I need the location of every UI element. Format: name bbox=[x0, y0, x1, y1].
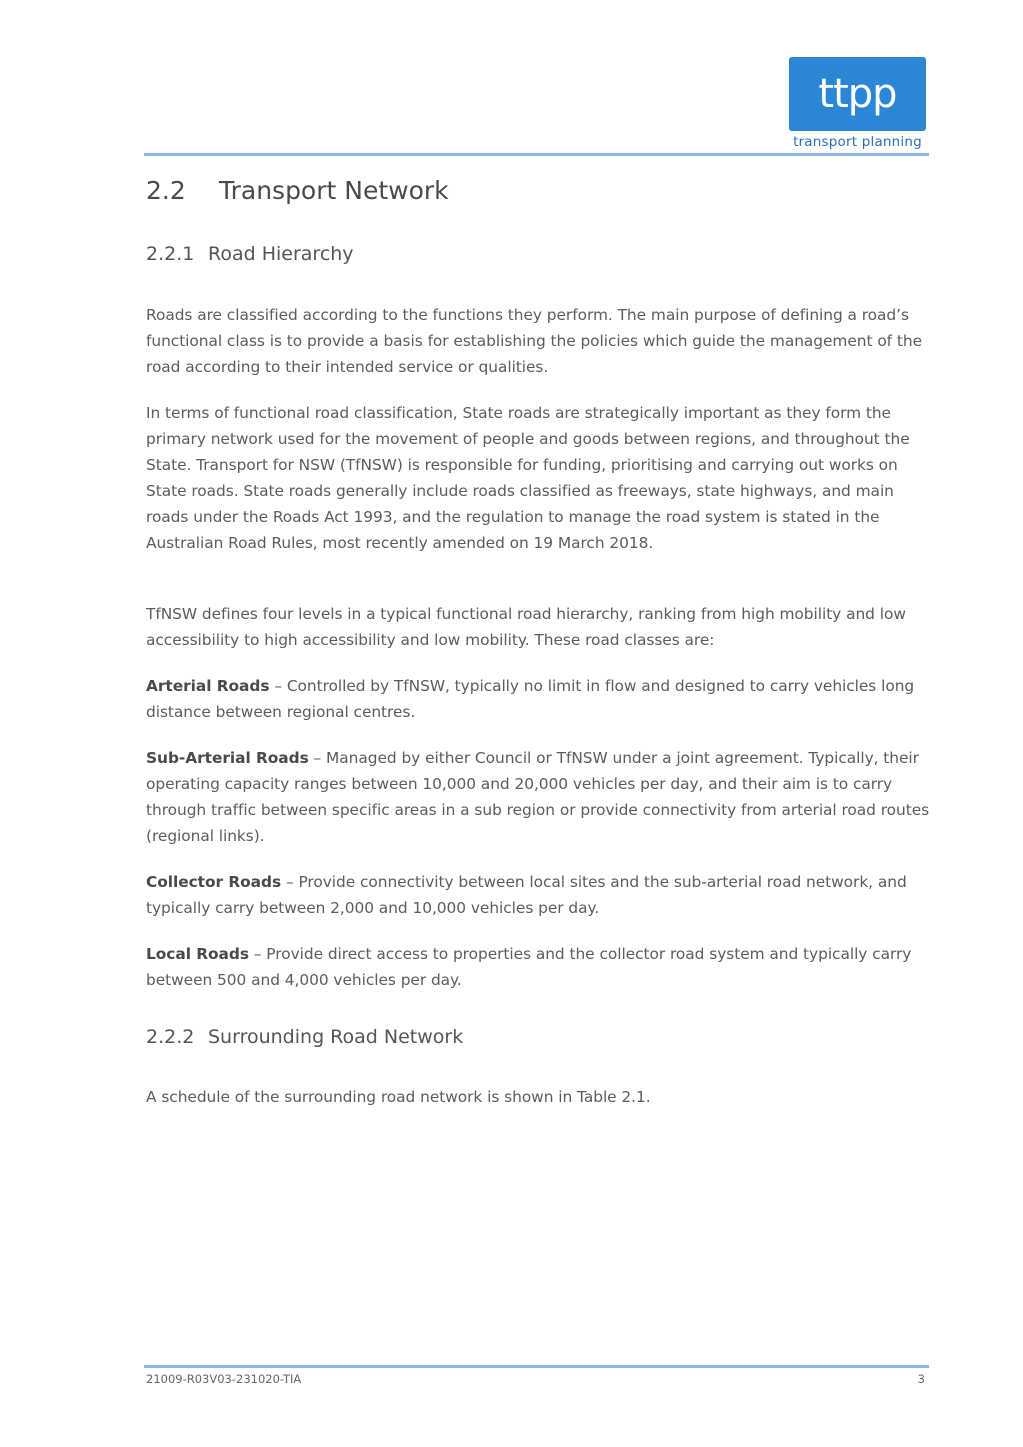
section-title: Transport Network bbox=[219, 176, 449, 205]
desc-sub-arterial-roads: – Managed by either Council or TfNSW under a joint agreement. Typically, their operating capacity ranges between 10,000 and 20,000 vehicles per day, and their aim is to carry through traffic between specific areas in a sub region or provide connectivity from arterial road routes (regional links). bbox=[146, 749, 930, 845]
subsection-title: Road Hierarchy bbox=[208, 243, 354, 265]
term-sub-arterial-roads: Sub-Arterial Roads bbox=[146, 749, 309, 767]
paragraph-state-roads: In terms of functional road classification, State roads are strategically important as they form the primary network used for the movement of people and goods between regions, and throughout the State. Transport for NSW (TfNSW) is responsible for funding, prioritising and carrying out works on State roads. State roads generally include roads classified as freeways, state highways, and main roads under the Roads Act 1993, and the regulation to manage the road system is stated in the Australian Road Rules, most recently amended on 19 March 2018. bbox=[146, 404, 910, 552]
section-number: 2.2 bbox=[146, 176, 186, 205]
definition-arterial-roads bbox=[146, 673, 936, 725]
definition-collector-roads bbox=[146, 869, 936, 921]
footer-doc-ref: 21009-R03V03-231020-TIA bbox=[146, 1372, 302, 1386]
subsection-title: Surrounding Road Network bbox=[208, 1026, 464, 1048]
paragraph-hierarchy-levels: TfNSW defines four levels in a typical functional road hierarchy, ranking from high mobility and low accessibility to high accessibility and low mobility. These road classes are: bbox=[146, 605, 906, 649]
desc-arterial-roads: – Controlled by TfNSW, typically no limit in flow and designed to carry vehicles long distance between regional centres. bbox=[146, 677, 915, 721]
desc-collector-roads: – Provide connectivity between local sites and the sub-arterial road network, and typically carry between 2,000 and 10,000 vehicles per day. bbox=[146, 873, 907, 917]
ttpp-logo bbox=[789, 57, 926, 131]
subsection-heading-road-hierarchy bbox=[146, 243, 354, 265]
subsection-number: 2.2.2 bbox=[146, 1026, 195, 1048]
section-heading bbox=[146, 176, 449, 205]
definition-local-roads bbox=[146, 941, 936, 993]
subsection-number: 2.2.1 bbox=[146, 243, 195, 265]
paragraph-table-reference: A schedule of the surrounding road network is shown in Table 2.1. bbox=[146, 1088, 651, 1106]
term-local-roads: Local Roads bbox=[146, 945, 249, 963]
term-collector-roads: Collector Roads bbox=[146, 873, 282, 891]
footer-page-number: 3 bbox=[917, 1372, 925, 1386]
definition-sub-arterial-roads bbox=[146, 745, 936, 849]
paragraph-road-classification: Roads are classified according to the functions they perform. The main purpose of defining a road’s functional class is to provide a basis for establishing the policies which guide the management of the road according to their intended service or qualities. bbox=[146, 306, 922, 376]
logo-mark: ttpp bbox=[818, 71, 897, 117]
subsection-heading-surrounding-network bbox=[146, 1026, 463, 1048]
logo-tagline: transport planning bbox=[793, 134, 922, 150]
footer-divider bbox=[144, 1365, 929, 1368]
term-arterial-roads: Arterial Roads bbox=[146, 677, 270, 695]
desc-local-roads: – Provide direct access to properties and the collector road system and typically carry between 500 and 4,000 vehicles per day. bbox=[146, 945, 912, 989]
header-divider bbox=[144, 153, 929, 156]
